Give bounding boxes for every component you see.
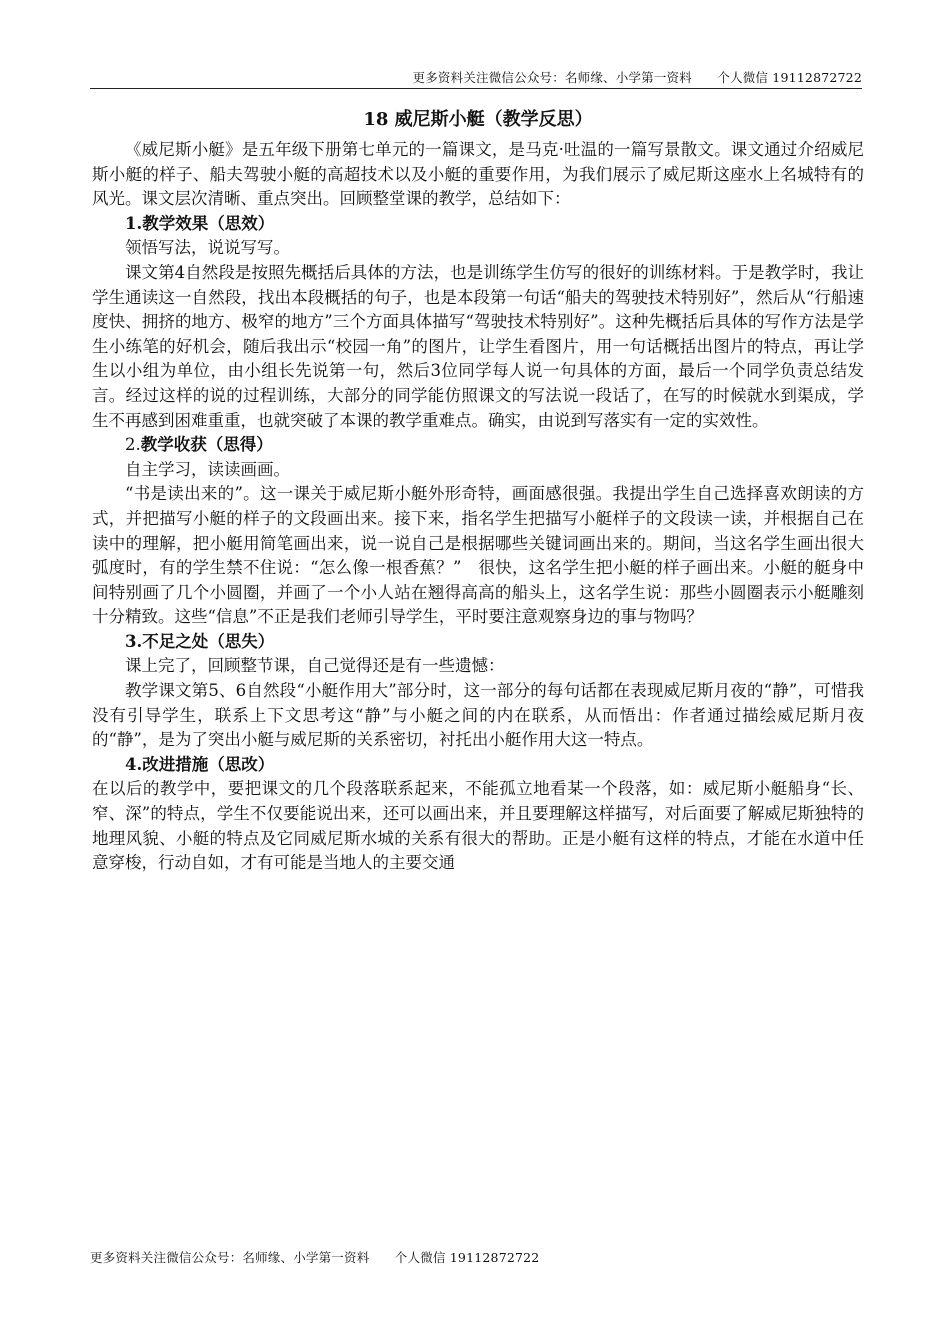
header-divider bbox=[90, 88, 862, 89]
section-subtitle: 自主学习，读读画画。 bbox=[125, 459, 290, 479]
body-paragraph: “书是读出来的”。这一课关于威尼斯小艇外形奇特，画面感很强。我提出学生自己选择喜欢朗读的方式，并把描写小艇的样子的文段画出来。接下来，指名学生把描写小艇样子的文段读一读，并根据自己在读中的理解，把小艇用简笔画出来，说一说自己是根据哪些关键词画出来的。期间，当这名学生画出很大弧度时，有的学生禁不住说：“怎么像一根香蕉？” 很快，这名学生把小艇的样子画出来。小艇的艇身中间特别画了几个小圆圈，并画了一个小人站在翘得高高的船头上，这名学生说：那些小圆圈表示小艇雕刻十分精致。这些“信息”不正是我们老师引导学生，平时要注意观察身边的事与物吗？ bbox=[92, 484, 864, 627]
section-title-gain: 教学收获（思得） bbox=[140, 435, 273, 455]
page-header: 更多资料关注微信公众号：名师缘、小学第一资料 个人微信 19112872722 bbox=[412, 70, 862, 85]
section-heading-effect: 1.教学效果（思效） bbox=[125, 213, 275, 233]
body-paragraph: 课上完了，回顾整节课，自己觉得还是有一些遗憾： bbox=[125, 656, 505, 676]
section-heading-shortcoming: 3.不足之处（思失） bbox=[125, 631, 275, 651]
section-heading-improvement: 4.改进措施（思改） bbox=[125, 754, 275, 774]
page-footer: 更多资料关注微信公众号：名师缘、小学第一资料 个人微信 19112872722 bbox=[90, 1250, 540, 1265]
intro-paragraph: 《威尼斯小艇》是五年级下册第七单元的一篇课文，是马克·吐温的一篇写景散文。课文通过介绍威尼斯小艇的样子、船夫驾驶小艇的高超技术以及小艇的重要作用，为我们展示了威尼斯这座水上名城特有的风光。课文层次清晰、重点突出。回顾整堂课的教学，总结如下： bbox=[92, 140, 864, 209]
document-body bbox=[92, 108, 864, 876]
body-paragraph: 教学课文第5、6自然段“小艇作用大”部分时，这一部分的每句话都在表现威尼斯月夜的“静”，可惜我没有引导学生，联系上下文思考这“静”与小艇之间的内在联系，从而悟出：作者通过描绘威尼斯月夜的“静”，是为了突出小艇与威尼斯的关系密切，衬托出小艇作用大这一特点。 bbox=[92, 681, 864, 750]
section-number: 2. bbox=[125, 435, 141, 455]
body-paragraph: 在以后的教学中，要把课文的几个段落联系起来，不能孤立地看某一个段落，如：威尼斯小艇船身“长、窄、深”的特点，学生不仅要能说出来，还可以画出来，并且要理解这样描写，对后面要了解威尼斯独特的地理风貌、小艇的特点及它同威尼斯水城的关系有很大的帮助。正是小艇有这样的特点，才能在水道中任意穿梭，行动自如，才有可能是当地人的主要交通 bbox=[92, 779, 864, 873]
section-heading-gain bbox=[92, 433, 864, 458]
section-subtitle: 领悟写法，说说写写。 bbox=[125, 238, 290, 258]
body-paragraph: 课文第4自然段是按照先概括后具体的方法，也是训练学生仿写的很好的训练材料。于是教学时，我让学生通读这一自然段，找出本段概括的句子，也是本段第一句话“船夫的驾驶技术特别好”，然后从“行船速度快、拥挤的地方、极窄的地方”三个方面具体描写“驾驶技术特别好”。这种先概括后具体的写作方法是学生小练笔的好机会，随后我出示“校园一角”的图片，让学生看图片，用一句话概括出图片的特点，再让学生以小组为单位，由小组长先说第一句，然后3位同学每人说一句具体的方面，最后一个同学负责总结发言。经过这样的说的过程训练，大部分的同学能仿照课文的写法说一段话了，在写的时候就水到渠成，学生不再感到困难重重，也就突破了本课的教学重难点。确实，由说到写落实有一定的实效性。 bbox=[92, 262, 864, 430]
page-title: 18 威尼斯小艇（教学反思） bbox=[363, 109, 593, 130]
